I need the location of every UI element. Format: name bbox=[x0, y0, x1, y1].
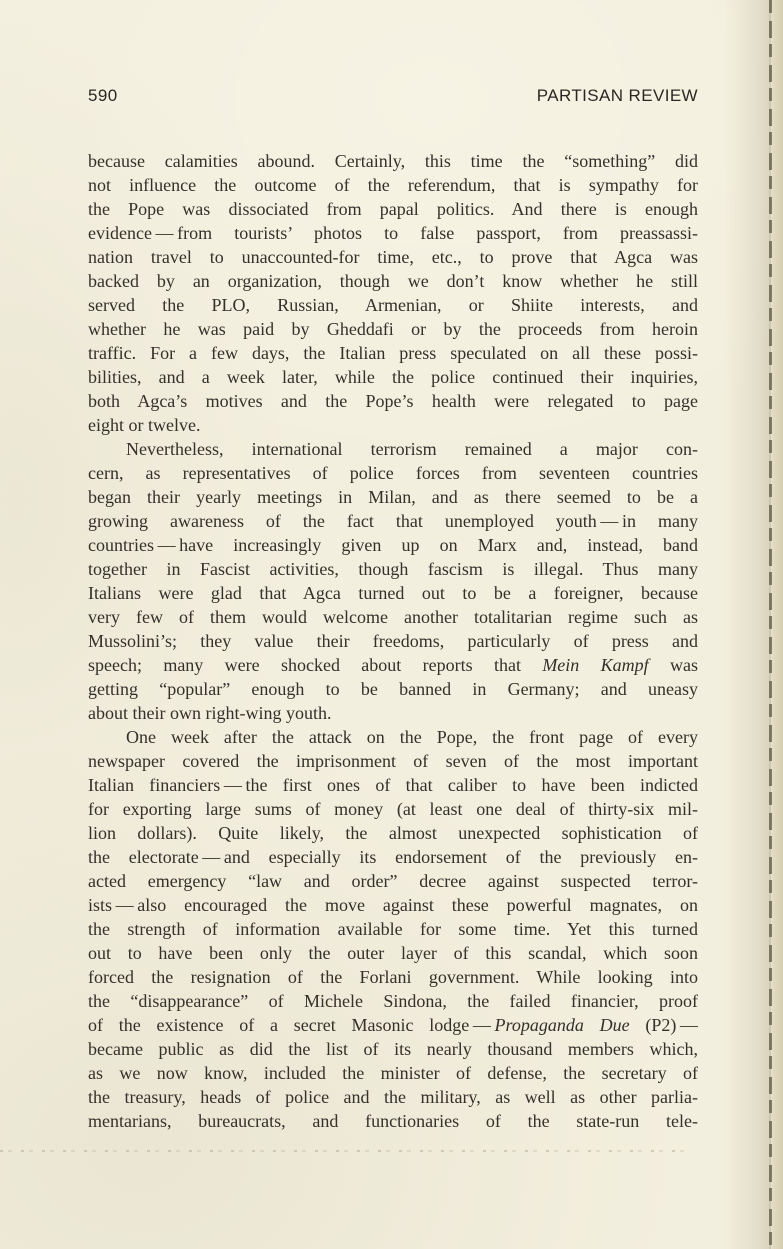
scan-speckle-artifact bbox=[0, 1150, 692, 1152]
page-number: 590 bbox=[88, 86, 118, 105]
text-line: Nevertheless, international terrorism remained a major con- bbox=[126, 439, 698, 459]
paragraph bbox=[88, 149, 698, 437]
running-head bbox=[88, 86, 698, 106]
body-text bbox=[88, 149, 698, 1133]
text-line: speech; many were shocked about reports that Mein Kampf was bbox=[88, 655, 698, 675]
text-line: because calamities abound. Certainly, this time the “something” did bbox=[88, 151, 698, 171]
text-line: about their own right-wing youth. bbox=[88, 703, 332, 723]
text-line: not influence the outcome of the referendum, that is sympathy for bbox=[88, 175, 698, 195]
text-line: countries — have increasingly given up on Marx and, instead, band bbox=[88, 535, 698, 555]
text-line: evidence — from tourists’ photos to false passport, from preassassi- bbox=[88, 223, 698, 243]
text-line: growing awareness of the fact that unemployed youth — in many bbox=[88, 511, 698, 531]
text-line: Italian financiers — the first ones of that caliber to have been indicted bbox=[88, 775, 698, 795]
text-line: ists — also encouraged the move against these powerful magnates, on bbox=[88, 895, 698, 915]
text-line: cern, as representatives of police forces from seventeen countries bbox=[88, 463, 698, 483]
text-line: backed by an organization, though we don’t know whether he still bbox=[88, 271, 698, 291]
text-line: of the existence of a secret Masonic lodge — Propaganda Due (P2) — bbox=[88, 1015, 698, 1035]
page-edge-shadow bbox=[723, 0, 771, 1249]
text-line: the “disappearance” of Michele Sindona, the failed financier, proof bbox=[88, 991, 698, 1011]
text-line: both Agca’s motives and the Pope’s health were relegated to page bbox=[88, 391, 698, 411]
text-line: newspaper covered the imprisonment of seven of the most important bbox=[88, 751, 698, 771]
text-line: One week after the attack on the Pope, the front page of every bbox=[126, 727, 698, 747]
text-line: began their yearly meetings in Milan, and as there seemed to be a bbox=[88, 487, 698, 507]
text-line: nation travel to unaccounted-for time, etc., to prove that Agca was bbox=[88, 247, 698, 267]
text-line: became public as did the list of its nearly thousand members which, bbox=[88, 1039, 698, 1059]
journal-title: PARTISAN REVIEW bbox=[536, 86, 698, 105]
adjacent-page-edge bbox=[772, 0, 783, 1249]
text-line: Mussolini’s; they value their freedoms, particularly of press and bbox=[88, 631, 698, 651]
text-line: for exporting large sums of money (at least one deal of thirty-six mil- bbox=[88, 799, 698, 819]
text-line: acted emergency “law and order” decree against suspected terror- bbox=[88, 871, 698, 891]
text-line: mentarians, bureaucrats, and functionaries of the state-run tele- bbox=[88, 1111, 698, 1131]
text-line: the treasury, heads of police and the military, as well as other parlia- bbox=[88, 1087, 698, 1107]
text-line: forced the resignation of the Forlani government. While looking into bbox=[88, 967, 698, 987]
text-line: traffic. For a few days, the Italian press speculated on all these possi- bbox=[88, 343, 698, 363]
text-line: lion dollars). Quite likely, the almost unexpected sophistication of bbox=[88, 823, 698, 843]
text-line: the Pope was dissociated from papal politics. And there is enough bbox=[88, 199, 698, 219]
text-line: whether he was paid by Gheddafi or by the proceeds from heroin bbox=[88, 319, 698, 339]
text-line: the strength of information available for some time. Yet this turned bbox=[88, 919, 698, 939]
text-line: eight or twelve. bbox=[88, 415, 201, 435]
text-line: together in Fascist activities, though fascism is illegal. Thus many bbox=[88, 559, 698, 579]
text-line: out to have been only the outer layer of this scandal, which soon bbox=[88, 943, 698, 963]
text-line: served the PLO, Russian, Armenian, or Shiite interests, and bbox=[88, 295, 698, 315]
text-line: bilities, and a week later, while the police continued their inquiries, bbox=[88, 367, 698, 387]
text-line: very few of them would welcome another totalitarian regime such as bbox=[88, 607, 698, 627]
text-line: as we now know, included the minister of defense, the secretary of bbox=[88, 1063, 698, 1083]
text-line: Italians were glad that Agca turned out to be a foreigner, because bbox=[88, 583, 698, 603]
text-line: the electorate — and especially its endorsement of the previously en- bbox=[88, 847, 698, 867]
paragraph bbox=[88, 725, 698, 1133]
paragraph bbox=[88, 437, 698, 725]
text-line: getting “popular” enough to be banned in Germany; and uneasy bbox=[88, 679, 698, 699]
